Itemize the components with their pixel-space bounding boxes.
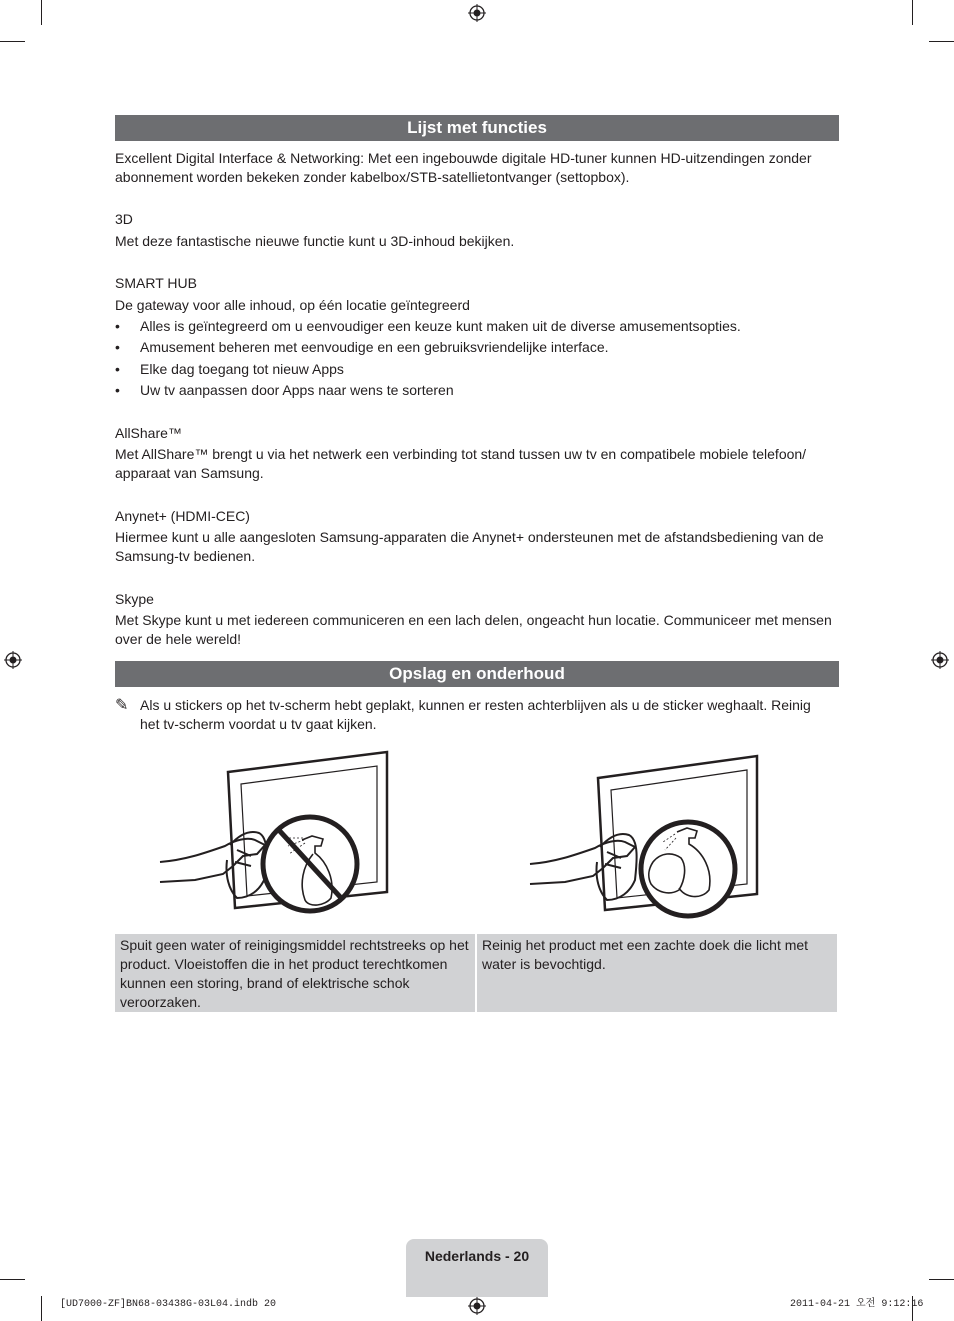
file-slug: [UD7000-ZF]BN68-03438G-03L04.indb 20 bbox=[60, 1299, 277, 1310]
feature-title-smarthub: SMART HUB bbox=[115, 275, 197, 291]
crop-mark bbox=[41, 0, 42, 25]
page-number-tab: Nederlands - 20 bbox=[406, 1239, 548, 1297]
illustration-no-spray bbox=[155, 750, 395, 920]
illustration-soft-cloth bbox=[525, 752, 765, 922]
feature-text-skype: Met Skype kunt u met iedereen communiceren en een lach delen, ongeacht hun locatie. Communiceer met mensen over de hele wereld! bbox=[115, 612, 832, 647]
crop-mark bbox=[912, 0, 913, 25]
bullet-icon: • bbox=[115, 361, 120, 377]
crop-mark bbox=[929, 41, 954, 42]
feature-text-3d: Met deze fantastische nieuwe functie kunt u 3D-inhoud bekijken. bbox=[115, 233, 515, 249]
section-header-features: Lijst met functies bbox=[115, 115, 839, 141]
bullet-icon: • bbox=[115, 339, 120, 355]
caption-soft-cloth: Reinig het product met een zachte doek die licht met water is bevochtigd. bbox=[477, 934, 837, 1012]
registration-mark-icon bbox=[4, 651, 22, 669]
feature-title-skype: Skype bbox=[115, 591, 154, 607]
section-header-storage: Opslag en onderhoud bbox=[115, 661, 839, 687]
feature-text-allshare-line1: Met AllShare™ brengt u via het netwerk een verbinding tot stand tussen uw tv en compatibele mobiele telefoon/ bbox=[115, 446, 807, 462]
caption-no-spray: Spuit geen water of reinigingsmiddel rechtstreeks op het product. Vloeistoffen die in het product terechtkomen kunnen een storing, brand of elektrische schok veroorzaken. bbox=[115, 934, 475, 1012]
feature-text-anynet: Hiermee kunt u alle aangesloten Samsung-apparaten die Anynet+ ondersteunen met de afstandsbediening van de Samsung-tv bedienen. bbox=[115, 529, 824, 564]
registration-mark-icon bbox=[931, 651, 949, 669]
crop-mark bbox=[0, 1279, 25, 1280]
crop-mark bbox=[0, 41, 25, 42]
crop-mark bbox=[929, 1279, 954, 1280]
feature-text-smarthub: De gateway voor alle inhoud, op één locatie geïntegreerd bbox=[115, 297, 470, 313]
pencil-note-icon: ✎ bbox=[115, 697, 129, 714]
print-timestamp: 2011-04-21 오전 9:12:16 bbox=[790, 1299, 924, 1310]
intro-paragraph: Excellent Digital Interface & Networking: Met een ingebouwde digitale HD-tuner kunnen HD-uitzendingen zonder abonnement worden bekeken zonder kabelbox/STB-satellietontvanger (settopbox). bbox=[115, 150, 812, 185]
bullet-icon: • bbox=[115, 318, 120, 334]
feature-title-allshare: AllShare™ bbox=[115, 425, 182, 441]
feature-title-3d: 3D bbox=[115, 211, 133, 227]
feature-title-anynet: Anynet+ (HDMI-CEC) bbox=[115, 508, 250, 524]
crop-mark bbox=[41, 1296, 42, 1321]
feature-text-allshare-line2: apparaat van Samsung. bbox=[115, 465, 264, 481]
bullet-icon: • bbox=[115, 382, 120, 398]
registration-mark-icon bbox=[468, 4, 486, 22]
registration-mark-icon bbox=[468, 1297, 486, 1315]
